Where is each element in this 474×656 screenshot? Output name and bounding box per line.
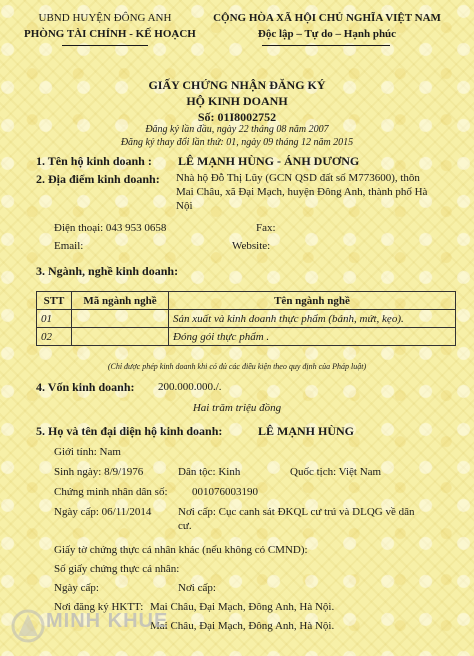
national-title: CỘNG HÒA XÃ HỘI CHỦ NGHĨA VIỆT NAM	[213, 12, 441, 24]
table-row	[37, 310, 456, 328]
id-issue-date: Ngày cấp: 06/11/2014	[54, 506, 152, 518]
business-lines-table	[36, 291, 456, 346]
other-id-issue-place: Nơi cấp:	[178, 582, 216, 594]
business-address-line1: Nhà hộ Đỗ Thị Lũy (GCN QSD đất số M773600), thôn	[176, 172, 420, 184]
business-address-line2: Mai Châu, xã Đại Mạch, huyện Đông Anh, thành phố Hà	[176, 186, 428, 198]
row-code	[72, 310, 169, 328]
dob-field: Sinh ngày: 8/9/1976	[54, 466, 144, 478]
row-name: Sản xuất và kinh doanh thực phẩm (bánh, mứt, kẹo).	[169, 310, 456, 328]
national-motto: Độc lập – Tự do – Hạnh phúc	[257, 28, 397, 40]
business-lines-note: (Chỉ được phép kinh doanh khi có đủ các điều kiện theo quy định của Pháp luật)	[107, 362, 367, 371]
hktt-value: Mai Châu, Đại Mạch, Đông Anh, Hà Nội.	[150, 601, 335, 613]
row-name: Đóng gói thực phẩm .	[169, 328, 456, 346]
first-registration-date: Đăng ký lần đầu, ngày 22 tháng 08 năm 2007	[145, 124, 329, 135]
business-address-label: 2. Địa điểm kinh doanh:	[36, 172, 160, 186]
email-field: Email:	[54, 240, 84, 252]
hktt-label: Nơi đăng ký HKTT:	[54, 601, 144, 613]
business-name-label: 1. Tên hộ kinh doanh :	[36, 154, 152, 168]
business-lines-label: 3. Ngành, nghề kinh doanh:	[36, 264, 179, 278]
capital-in-words: Hai trăm triệu đồng	[192, 402, 282, 414]
header-right-underline	[262, 45, 390, 46]
phone-field: Điện thoại: 043 953 0658	[54, 222, 167, 234]
business-name-value: LÊ MẠNH HÙNG - ÁNH DƯƠNG	[178, 154, 360, 168]
current-address-value: Mai Châu, Đại Mạch, Đông Anh, Hà Nội.	[150, 620, 335, 632]
row-stt: 01	[37, 310, 72, 328]
website-field: Website:	[232, 240, 271, 252]
col-code-header: Mã ngành nghề	[72, 292, 169, 310]
other-id-label: Giấy tờ chứng thực cá nhân khác (nếu không có CMND):	[54, 544, 308, 556]
certificate-number: Số: 01I8002752	[197, 110, 277, 124]
capital-value: 200.000.000./.	[158, 381, 222, 393]
id-number: 001076003190	[192, 486, 258, 498]
representative-label: 5. Họ và tên đại diện hộ kinh doanh:	[36, 424, 223, 438]
id-label: Chứng minh nhân dân số:	[54, 486, 168, 498]
row-code	[72, 328, 169, 346]
watermark-text: MINH KHUE	[46, 610, 169, 632]
ethnicity-field: Dân tộc: Kinh	[178, 466, 241, 478]
id-issue-place-line1: Nơi cấp: Cục canh sát ĐKQL cư trú và DLQG về dân	[178, 506, 415, 518]
id-issue-place-line2: cư.	[178, 520, 192, 532]
col-name-header: Tên ngành nghề	[169, 292, 456, 310]
gender-field: Giới tính: Nam	[54, 446, 121, 458]
col-stt-header: STT	[37, 292, 72, 310]
business-address-line3: Nội	[176, 200, 193, 212]
fax-field: Fax:	[256, 222, 276, 234]
certificate-title: GIẤY CHỨNG NHẬN ĐĂNG KÝ	[148, 78, 326, 92]
table-header-row	[37, 292, 456, 310]
capital-label: 4. Vốn kinh doanh:	[36, 380, 135, 394]
certificate-subtitle: HỘ KINH DOANH	[186, 94, 288, 108]
issuer-district: UBND HUYỆN ĐÔNG ANH	[38, 12, 172, 24]
change-registration-date: Đăng ký thay đổi lần thứ: 01, ngày 09 tháng 12 năm 2015	[120, 137, 354, 148]
nationality-field: Quốc tịch: Việt Nam	[290, 466, 382, 478]
header-left-underline	[62, 45, 148, 46]
issuer-office: PHÒNG TÀI CHÍNH - KẾ HOẠCH	[24, 28, 196, 40]
table-row	[37, 328, 456, 346]
row-stt: 02	[37, 328, 72, 346]
other-id-issue-date: Ngày cấp:	[54, 582, 99, 594]
other-id-number: Số giấy chứng thực cá nhân:	[54, 563, 180, 575]
representative-name: LÊ MẠNH HÙNG	[258, 424, 354, 438]
